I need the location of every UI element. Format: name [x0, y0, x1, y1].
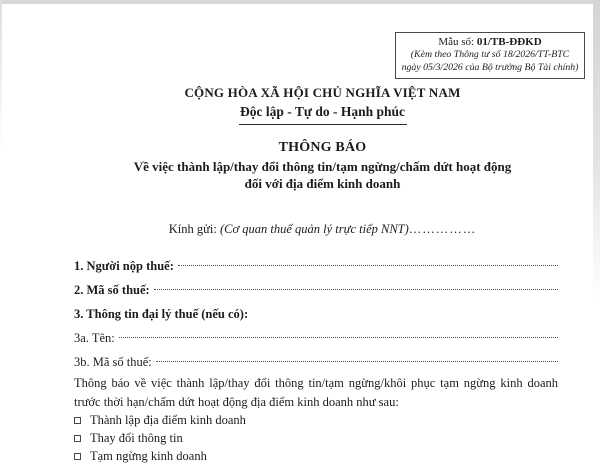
- dotted-leader: [154, 289, 558, 290]
- motto-underline: [239, 124, 407, 125]
- field-tax-code: [74, 278, 558, 302]
- field-taxpayer-name-label: 1. Người nộp thuế:: [74, 259, 174, 273]
- form-number-box: [395, 32, 585, 79]
- checkbox-list: [74, 411, 558, 465]
- recipient-label: Kính gửi:: [168, 222, 220, 236]
- form-note-line1: (Kèm theo Thông tư số 18/2026/TT-BTC: [410, 49, 570, 60]
- checkbox-establish-location-label: Thành lập địa điểm kinh doanh: [90, 413, 246, 427]
- national-header: [57, 85, 588, 125]
- checkbox-icon: [74, 417, 81, 424]
- checkbox-suspend-business: [74, 447, 558, 465]
- national-header-motto: Độc lập - Tự do - Hạnh phúc: [239, 104, 406, 119]
- field-agent-name-label: 3a. Tên:: [74, 331, 115, 345]
- national-header-country: CỘNG HÒA XÃ HỘI CHỦ NGHĨA VIỆT NAM: [184, 85, 461, 100]
- form-number-line: [398, 36, 582, 49]
- checkbox-establish-location: [74, 411, 558, 429]
- checkbox-change-info-label: Thay đổi thông tin: [90, 431, 183, 445]
- notice-paragraph: Thông báo về việc thành lập/thay đổi thông tin/tạm ngừng/khôi phục tạm ngừng kinh doanh trước thời hạn/chấm dứt hoạt động địa điểm kinh doanh như sau:: [74, 376, 558, 409]
- document-subtitle-line2: đối với địa điểm kinh doanh: [244, 175, 401, 191]
- checkbox-suspend-business-label: Tạm ngừng kinh doanh: [90, 449, 207, 463]
- scan-artifact-top: [0, 0, 600, 4]
- field-agent-tax-code-label: 3b. Mã số thuế:: [74, 355, 152, 369]
- field-tax-agent-info-label: 3. Thông tin đại lý thuế (nếu có):: [74, 307, 249, 321]
- checkbox-change-info: [74, 429, 558, 447]
- scan-artifact-right: [593, 0, 600, 300]
- field-tax-agent-info: [74, 302, 558, 326]
- field-tax-code-label: 2. Mã số thuế:: [74, 283, 150, 297]
- dotted-leader: [156, 361, 558, 362]
- form-note-line2: ngày 05/3/2026 của Bộ trưởng Bộ Tài chính): [401, 61, 579, 73]
- document-subtitle: [57, 159, 588, 192]
- field-taxpayer-name: [74, 254, 558, 278]
- dotted-leader: [119, 337, 558, 338]
- document-subtitle-line1: Về việc thành lập/thay đổi thông tin/tạm ngừng/chấm dứt hoạt động: [133, 159, 512, 174]
- checkbox-icon: [74, 435, 81, 442]
- scan-artifact-left: [0, 0, 2, 150]
- checkbox-icon: [74, 453, 81, 460]
- recipient-line: [57, 222, 588, 237]
- form-number-label: Mẫu số:: [438, 36, 475, 48]
- field-agent-name: [74, 326, 558, 350]
- form-number-code: 01/TB-ĐĐKD: [476, 36, 542, 48]
- dotted-leader: [178, 265, 558, 266]
- document-title: THÔNG BÁO: [278, 140, 367, 155]
- recipient-value: (Cơ quan thuế quản lý trực tiếp NNT): [219, 222, 409, 236]
- document-title-block: [57, 140, 588, 192]
- field-agent-tax-code: [74, 350, 558, 374]
- document-body: [74, 254, 558, 465]
- recipient-dots: ……………: [408, 222, 477, 236]
